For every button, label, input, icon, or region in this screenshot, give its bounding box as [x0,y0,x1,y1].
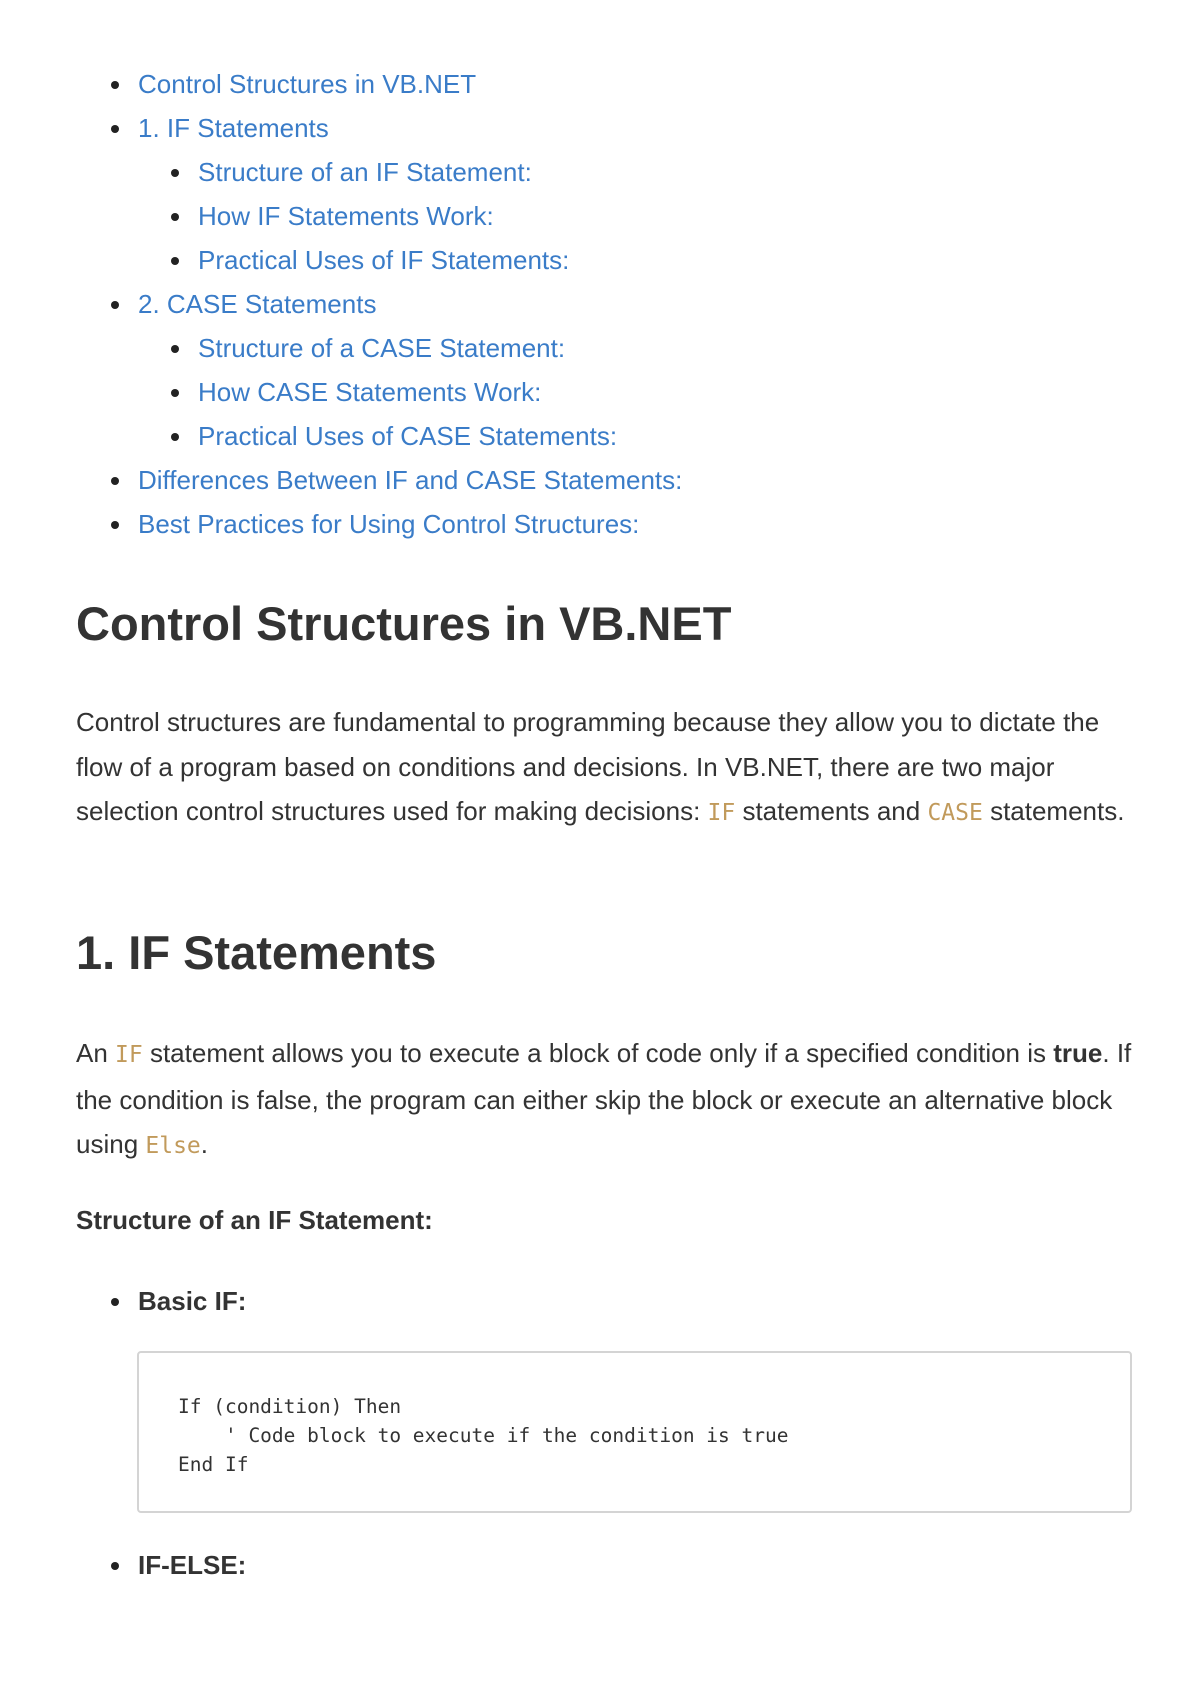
toc-item [0,414,682,458]
subheading-structure-if: Structure of an IF Statement: [76,1205,433,1235]
if-desc-text: . [200,1129,209,1159]
toc-item [0,62,682,106]
if-desc-text: . If the condition is false, the program can either skip the block or execute an alternative block using [76,1038,1132,1159]
list-item-if-else: IF-ELSE: [138,1545,246,1585]
toc-link-structure-if[interactable]: Structure of an IF Statement: [198,157,532,187]
code-text: If (condition) Then ' Code block to execute if the condition is true End If [178,1395,789,1476]
inline-code-if: IF [115,1042,143,1068]
if-desc-text: statement allows you to execute a block of code only if a specified condition is [142,1038,1054,1068]
toc-item [0,106,682,150]
page-title: Control Structures in VB.NET [76,597,732,650]
toc-link-how-case-works[interactable]: How CASE Statements Work: [198,377,542,407]
toc-item [0,326,682,370]
intro-text: statements and [735,796,928,826]
toc-link-case-statements[interactable]: 2. CASE Statements [138,289,377,319]
if-desc-text: An [76,1038,116,1068]
code-block-basic-if [137,1351,1132,1513]
toc-item [0,150,682,194]
toc-link-structure-case[interactable]: Structure of a CASE Statement: [198,333,566,363]
toc-link-best-practices[interactable]: Best Practices for Using Control Structures: [138,509,640,539]
bold-true: true [1053,1038,1103,1068]
inline-code-case: CASE [927,800,983,826]
intro-paragraph [76,700,1136,836]
toc-link-practical-case[interactable]: Practical Uses of CASE Statements: [198,421,618,451]
toc-item [0,194,682,238]
intro-text: statements. [982,796,1125,826]
toc-item [0,282,682,326]
toc-link-how-if-works[interactable]: How IF Statements Work: [198,201,494,231]
toc-item [0,370,682,414]
toc-link-differences[interactable]: Differences Between IF and CASE Statements: [138,465,683,495]
inline-code-else: Else [145,1133,201,1159]
inline-code-if: IF [707,800,736,826]
toc-item [0,238,682,282]
list-item-basic-if: Basic IF: [138,1281,246,1321]
toc-link-control-structures[interactable]: Control Structures in VB.NET [138,69,477,99]
toc-link-practical-if[interactable]: Practical Uses of IF Statements: [198,245,570,275]
if-description-paragraph [76,1031,1136,1169]
toc-item [0,502,682,546]
toc-item [0,458,682,502]
section-heading-if: 1. IF Statements [76,926,437,979]
table-of-contents [0,62,682,546]
toc-link-if-statements[interactable]: 1. IF Statements [138,113,329,143]
intro-text: Control structures are fundamental to programming because they allow you to dictate the flow of a program based on conditions and decisions. In VB.NET, there are two major selection control structures used for making decisions: [76,707,1100,826]
